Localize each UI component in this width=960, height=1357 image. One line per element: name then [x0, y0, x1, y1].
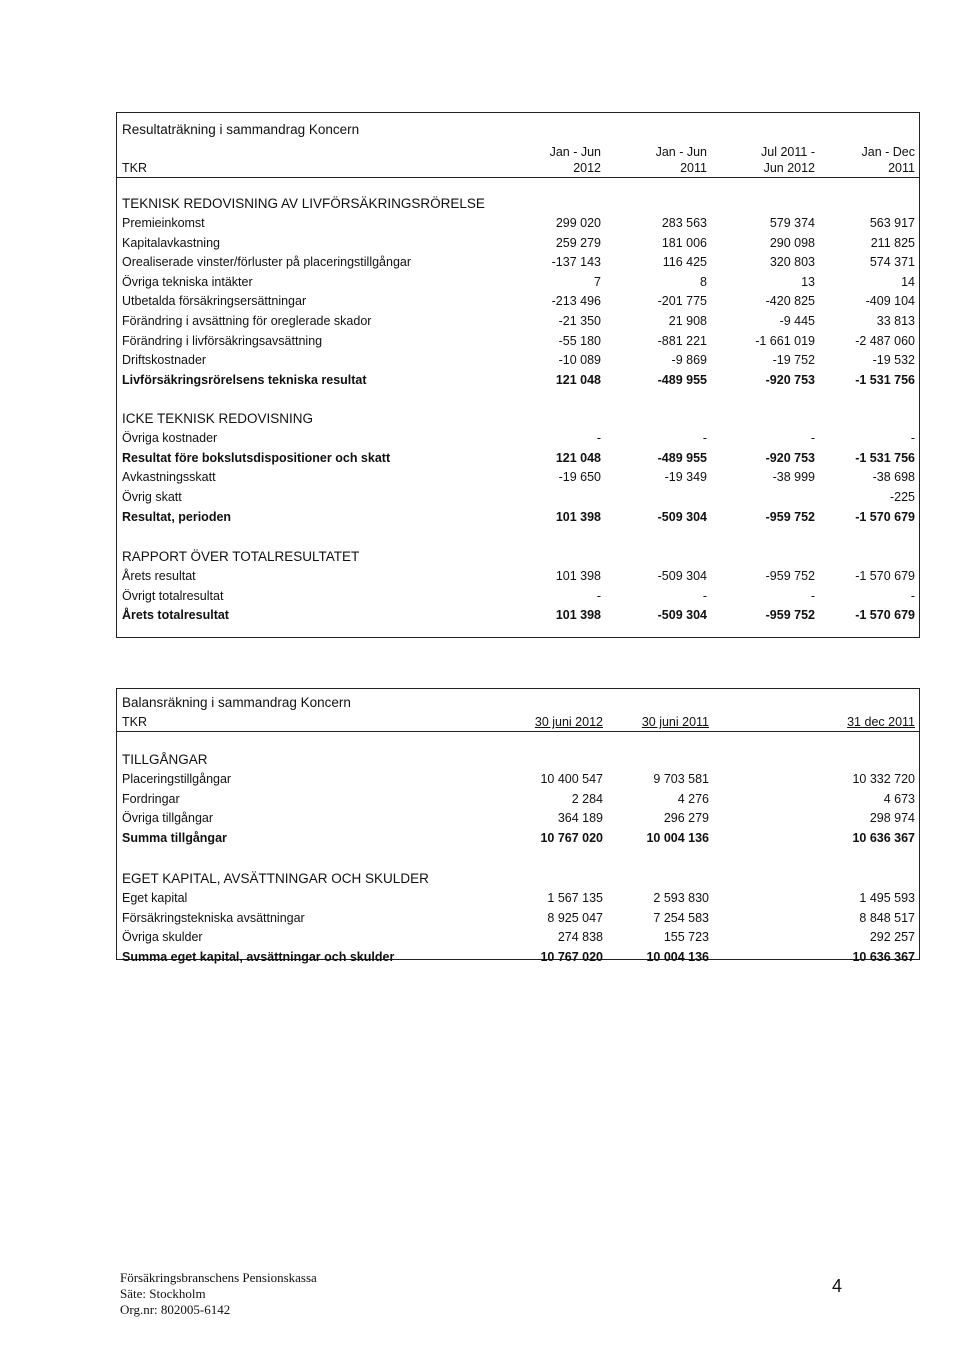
page-number: 4 — [832, 1276, 843, 1296]
row-value: 364 189 — [557, 811, 603, 826]
table-row — [117, 928, 919, 946]
table-row — [117, 468, 919, 486]
row-label: Resultat före bokslutsdispositioner och skatt — [122, 450, 391, 465]
row-value: 563 917 — [869, 216, 915, 230]
row-value: -225 — [889, 490, 915, 505]
row-value: -959 752 — [765, 608, 815, 623]
row-value: -38 999 — [772, 470, 815, 485]
row-value: -920 753 — [765, 372, 815, 387]
row-label: Driftskostnader — [122, 353, 207, 368]
row-label: Årets totalresultat — [122, 608, 229, 623]
row-value: 1 567 135 — [547, 891, 603, 905]
row-value: 298 974 — [869, 811, 915, 826]
row-value: 7 254 583 — [653, 910, 709, 925]
table-row — [117, 829, 919, 847]
section-title: ICKE TEKNISK REDOVISNING — [122, 411, 314, 426]
row-value: 10 767 020 — [540, 950, 603, 965]
row-value: 7 — [594, 274, 601, 289]
row-label: Premieinkomst — [122, 216, 205, 230]
income-title-row — [117, 121, 919, 139]
header-divider — [117, 177, 919, 178]
row-label: Avkastningsskatt — [122, 470, 216, 485]
row-value: -1 570 679 — [855, 569, 915, 583]
table-row — [117, 909, 919, 927]
row-value: -1 531 756 — [855, 372, 915, 387]
row-label: Övriga kostnader — [122, 431, 218, 445]
row-value: -19 650 — [558, 470, 601, 485]
row-value: -509 304 — [657, 608, 707, 623]
table-row — [117, 948, 919, 966]
table-row — [117, 429, 919, 447]
row-label: Fordringar — [122, 791, 180, 806]
section-title-row — [117, 195, 919, 213]
row-value: 10 400 547 — [540, 772, 603, 786]
row-value: 101 398 — [555, 569, 601, 583]
row-label: Livförsäkringsrörelsens tekniska resultat — [122, 372, 367, 387]
balance-sheet-table — [116, 688, 920, 965]
row-value: 290 098 — [769, 235, 815, 250]
row-value: - — [596, 431, 601, 445]
row-label: Försäkringstekniska avsättningar — [122, 910, 305, 925]
row-value: - — [702, 588, 707, 603]
table-row — [117, 587, 919, 605]
row-value: 101 398 — [555, 608, 601, 623]
row-label: Förändring i livförsäkringsavsättning — [122, 333, 323, 348]
row-label: Summa eget kapital, avsättningar och skulder — [122, 950, 395, 965]
row-value: - — [596, 588, 601, 603]
row-value: -409 104 — [865, 294, 915, 309]
tkr-label: TKR — [122, 715, 147, 729]
row-value: -920 753 — [765, 450, 815, 465]
row-label: Övriga skulder — [122, 930, 203, 945]
row-value: 10 004 136 — [646, 950, 709, 965]
tkr-label: TKR — [122, 161, 147, 175]
table-row — [117, 253, 919, 271]
row-value: 579 374 — [769, 216, 815, 230]
row-value: - — [810, 588, 815, 603]
row-value: -881 221 — [657, 333, 707, 348]
row-label: Övriga tillgångar — [122, 811, 214, 826]
row-value: -489 955 — [657, 372, 707, 387]
row-value: 8 925 047 — [547, 910, 603, 925]
row-label: Övrig skatt — [122, 490, 182, 505]
org-seat: Säte: Stockholm — [120, 1286, 206, 1301]
table-row — [117, 889, 919, 907]
row-label: Övriga tekniska intäkter — [122, 274, 253, 289]
row-value: 292 257 — [869, 930, 915, 945]
row-value: 21 908 — [668, 314, 707, 328]
col-header: Jan - Jun — [549, 145, 601, 159]
row-label: Orealiserade vinster/förluster på placeringstillgångar — [122, 255, 412, 270]
row-value: 33 813 — [876, 314, 915, 328]
header-divider — [117, 731, 919, 732]
row-label: Kapitalavkastning — [122, 235, 220, 250]
row-value: 211 825 — [870, 235, 915, 250]
section-title-row — [117, 410, 919, 428]
row-value: -1 570 679 — [855, 608, 915, 623]
row-value: -21 350 — [558, 314, 601, 328]
table-row — [117, 214, 919, 232]
col-header: 2011 — [888, 161, 915, 175]
col-header: 31 dec 2011 — [847, 715, 915, 729]
row-value: - — [910, 431, 915, 445]
row-value: 116 425 — [662, 255, 707, 270]
table-row — [117, 371, 919, 389]
section-title: EGET KAPITAL, AVSÄTTNINGAR OCH SKULDER — [122, 871, 429, 886]
row-value: - — [702, 431, 707, 445]
row-value: -1 661 019 — [755, 333, 815, 348]
row-value: 10 332 720 — [852, 772, 915, 786]
row-value: 2 593 830 — [653, 891, 709, 905]
row-value: 296 279 — [663, 811, 709, 826]
col-header: 2011 — [680, 161, 707, 175]
row-value: -509 304 — [657, 509, 707, 524]
row-value: -19 532 — [872, 353, 915, 368]
row-label: Årets resultat — [122, 569, 196, 583]
row-value: -959 752 — [765, 509, 815, 524]
row-value: 259 279 — [555, 235, 601, 250]
row-value: 2 284 — [571, 791, 603, 806]
balance-title-row — [117, 694, 919, 712]
org-number: Org.nr: 802005-6142 — [120, 1302, 231, 1317]
row-value: -2 487 060 — [855, 333, 915, 348]
section-title-row — [117, 751, 919, 769]
table-row — [117, 809, 919, 827]
row-value: 320 803 — [769, 255, 815, 270]
row-value: - — [810, 431, 815, 445]
row-value: -1 570 679 — [855, 509, 915, 524]
table-row — [117, 567, 919, 585]
col-header: Jan - Dec — [861, 145, 915, 159]
col-header: Jan - Jun — [655, 145, 707, 159]
table-row — [117, 292, 919, 310]
row-value: -137 143 — [551, 255, 601, 270]
row-value: 155 723 — [663, 930, 709, 945]
row-label: Eget kapital — [122, 891, 188, 905]
section-title-row — [117, 870, 919, 888]
row-label: Resultat, perioden — [122, 509, 232, 524]
table-row — [117, 312, 919, 330]
row-value: 1 495 593 — [859, 891, 915, 905]
row-value: 10 767 020 — [540, 831, 603, 846]
table-row — [117, 273, 919, 291]
row-value: -959 752 — [765, 569, 815, 583]
income-title: Resultaträkning i sammandrag Koncern — [122, 122, 360, 137]
section-title: TILLGÅNGAR — [122, 752, 208, 767]
row-value: 8 — [700, 274, 707, 289]
row-value: 8 848 517 — [859, 910, 915, 925]
row-label: Övrigt totalresultat — [122, 588, 224, 603]
row-label: Summa tillgångar — [122, 831, 227, 846]
table-row — [117, 606, 919, 624]
row-value: 121 048 — [555, 372, 601, 387]
section-title: TEKNISK REDOVISNING AV LIVFÖRSÄKRINGSRÖRELSE — [122, 196, 485, 211]
table-row — [117, 449, 919, 467]
col-header: 30 juni 2011 — [641, 715, 709, 729]
table-row — [117, 234, 919, 252]
row-value: - — [910, 588, 915, 603]
balance-title: Balansräkning i sammandrag Koncern — [122, 695, 351, 710]
row-label: Utbetalda försäkringsersättningar — [122, 294, 307, 309]
row-label: Placeringstillgångar — [122, 772, 232, 786]
row-value: 121 048 — [555, 450, 601, 465]
row-label: Förändring i avsättning för oreglerade skador — [122, 314, 372, 328]
section-title: RAPPORT ÖVER TOTALRESULTATET — [122, 549, 360, 564]
row-value: 274 838 — [557, 930, 603, 945]
row-value: -489 955 — [657, 450, 707, 465]
col-header: 2012 — [573, 161, 601, 175]
row-value: -55 180 — [558, 333, 601, 348]
row-value: 4 673 — [883, 791, 915, 806]
section-title-row — [117, 548, 919, 566]
col-header: 30 juni 2012 — [534, 715, 603, 729]
row-value: -38 698 — [872, 470, 915, 485]
row-value: -9 445 — [779, 314, 815, 328]
table-row — [117, 770, 919, 788]
row-value: -10 089 — [558, 353, 601, 368]
row-value: -213 496 — [551, 294, 601, 309]
col-header: Jul 2011 - — [761, 145, 815, 159]
row-value: -9 869 — [671, 353, 707, 368]
row-value: 101 398 — [555, 509, 601, 524]
row-value: -420 825 — [765, 294, 815, 309]
row-value: 181 006 — [661, 235, 707, 250]
row-value: 13 — [801, 274, 815, 289]
org-name: Försäkringsbranschens Pensionskassa — [120, 1270, 317, 1285]
row-value: 299 020 — [555, 216, 601, 230]
row-value: 4 276 — [677, 791, 709, 806]
table-row — [117, 508, 919, 526]
row-value: 14 — [901, 274, 915, 289]
income-header-row-2 — [117, 159, 919, 177]
income-statement-table — [116, 112, 920, 638]
row-value: 574 371 — [869, 255, 915, 270]
row-value: 9 703 581 — [653, 772, 709, 786]
row-value: -201 775 — [657, 294, 707, 309]
table-row — [117, 488, 919, 506]
row-value: 10 636 367 — [852, 831, 915, 846]
table-row — [117, 351, 919, 369]
table-row — [117, 332, 919, 350]
row-value: -19 752 — [772, 353, 815, 368]
table-row — [117, 790, 919, 808]
footer — [120, 1270, 317, 1318]
balance-header-row — [117, 713, 919, 731]
row-value: -509 304 — [657, 569, 707, 583]
row-value: 10 004 136 — [646, 831, 709, 846]
row-value: 10 636 367 — [852, 950, 915, 965]
col-header: Jun 2012 — [763, 161, 815, 175]
row-value: -1 531 756 — [855, 450, 915, 465]
row-value: 283 563 — [661, 216, 707, 230]
row-value: -19 349 — [664, 470, 707, 485]
